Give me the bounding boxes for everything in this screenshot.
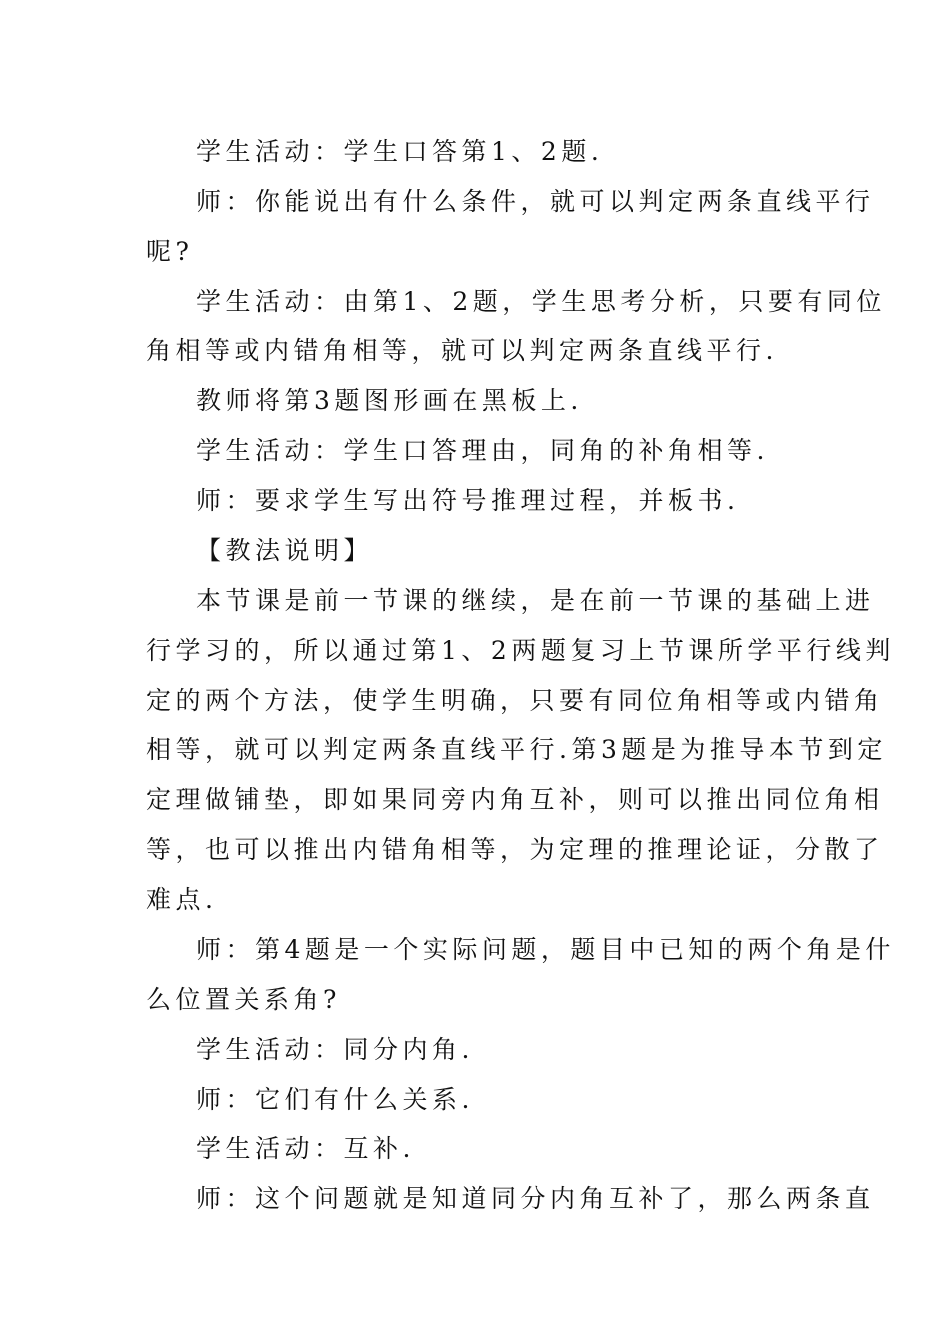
paragraph-line: 学生活动：同分内角.: [196, 1035, 474, 1064]
paragraph-line: 行学习的，所以通过第1、2两题复习上节课所学平行线判: [146, 636, 895, 665]
paragraph-line: 等，也可以推出内错角相等，为定理的推理论证，分散了: [146, 835, 884, 864]
paragraph-line: 么位置关系角?: [146, 985, 341, 1014]
paragraph-line: 角相等或内错角相等，就可以判定两条直线平行.: [146, 336, 778, 365]
paragraph-line: 定理做铺垫，即如果同旁内角互补，则可以推出同位角相: [146, 785, 884, 814]
paragraph-line: 师：要求学生写出符号推理过程，并板书.: [196, 486, 740, 515]
paragraph-line: 师：这个问题就是知道同分内角互补了，那么两条直: [196, 1184, 875, 1213]
section-heading: 【教法说明】: [196, 536, 374, 565]
paragraph-line: 定的两个方法，使学生明确，只要有同位角相等或内错角: [146, 686, 884, 715]
paragraph-line: 难点.: [146, 885, 218, 914]
paragraph-line: 本节课是前一节课的继续，是在前一节课的基础上进: [196, 586, 875, 615]
paragraph-line: 学生活动：由第1、2题，学生思考分析，只要有同位: [196, 287, 886, 316]
paragraph-line: 呢?: [146, 237, 194, 266]
paragraph-line: 学生活动：学生口答第1、2题.: [196, 137, 604, 166]
paragraph-line: 师：第4题是一个实际问题，题目中已知的两个角是什: [196, 935, 895, 964]
paragraph-line: 师：它们有什么关系.: [196, 1085, 474, 1114]
paragraph-line: 学生活动：学生口答理由，同角的补角相等.: [196, 436, 769, 465]
paragraph-line: 相等，就可以判定两条直线平行.第3题是为推导本节到定: [146, 735, 887, 764]
paragraph-line: 教师将第3题图形画在黑板上.: [196, 386, 583, 415]
paragraph-line: 师：你能说出有什么条件，就可以判定两条直线平行: [196, 187, 875, 216]
paragraph-line: 学生活动：互补.: [196, 1134, 415, 1163]
